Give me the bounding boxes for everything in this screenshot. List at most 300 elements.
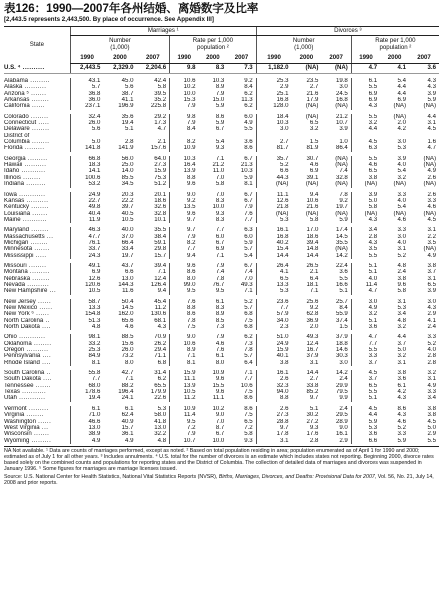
table-cell: 43.7 [121,262,134,269]
table-cell: 15.0 [212,97,225,104]
table-cell: 13.9 [170,383,199,389]
table-cell: 2.8 [427,359,436,366]
state-name: Pennsylvania .... [4,353,52,360]
table-cell: 6.9 [397,97,406,104]
table-cell: 14.6 [335,347,348,354]
table-cell: 6.2 [244,334,253,341]
table-cell: 11.6 [122,288,134,295]
table-cell: 4.9 [244,120,253,127]
table-cell: 20.1 [154,191,167,198]
table-cell: 9.3 [215,210,225,217]
table-cell: 32.4 [70,114,103,120]
table-cell: 70.9 [154,334,167,341]
table-cell: 62.4 [121,412,134,419]
table-cell: 76.1 [70,240,103,246]
table-cell: 5.7 [244,353,253,360]
table-cell: 7.1 [157,269,167,276]
table-cell: 37.9 [335,334,348,341]
source-suffix: , Vol. 56, No. 21, July 14, 2008 and prior reports. [4,474,434,487]
state-name: Kansas .......... [4,197,49,204]
table-cell: 13.5 [170,204,199,210]
table-cell: 6.2 [157,376,167,383]
year-header: 1990 [170,54,199,64]
table-cell: 6.9 [351,91,380,97]
table-cell: 4.8 [157,437,167,444]
table-cell: 4.8 [70,324,103,330]
table-cell: 39.4 [154,262,167,269]
state-name: South Carolina .. [4,370,51,377]
table-cell: 7.8 [215,275,225,282]
table-cell: 3.6 [351,324,380,330]
table-cell: 14.4 [306,370,319,377]
table-cell: 5.8 [309,216,319,223]
year-header: 2007 [409,54,439,64]
table-cell: 3.0 [339,359,348,366]
table-cell: 4.4 [397,90,406,97]
table-body [4,64,439,444]
marriages-header: Marriages ¹ [70,27,256,36]
table-cell: 51.3 [70,318,103,324]
table-cell: 9.0 [170,334,199,340]
table-cell: 6.6 [125,269,134,276]
state-name: Vermont ......... [4,405,49,412]
table-cell: 39.1 [306,174,319,181]
table-cell: 2.6 [427,191,436,198]
table-cell: 32.8 [335,174,348,181]
table-cell: 9.2 [170,198,199,204]
table-cell: 6.7 [244,197,253,204]
table-cell: 7.0 [215,418,225,425]
dot-leader: .... [40,376,52,383]
state-name: Indiana ......... [4,181,46,188]
table-cell: 26.5 [306,262,319,269]
state-name: Arizona ⁵ ....... [4,90,47,97]
table-cell: 15.9 [154,168,167,175]
table-cell: 3.7 [351,360,380,366]
table-cell: 59.1 [154,239,167,246]
table-cell: 4.3 [427,305,436,311]
table-cell: 7.0 [244,275,253,282]
table-cell: 49.1 [70,263,103,269]
table-cell: 5.5 [427,437,436,444]
table-cell: 5.8 [215,181,225,188]
table-cell: 4.7 [351,64,380,74]
table-cell: 33.8 [306,382,319,389]
table-cell: 5.5 [351,156,380,162]
dot-leader: ....... [28,90,47,97]
table-cell: 2.1 [309,269,319,276]
table-cell: 1.0 [339,139,348,146]
table-cell: 1,182.0 [256,64,291,74]
table-cell: (NA) [423,162,436,169]
dot-leader: ......... [24,181,46,188]
dot-leader: ...... [33,311,50,318]
table-cell: (NA) [291,64,321,74]
footnote-text: NA Not available. ¹ Data are counts of marriages performed, except as noted. ² Based on total population residing in area; population enumerated as of April 1 for 1990 and 2000; estimated as of July 1 for all other years. ³ Includes annulments. ⁴ U.S. total for the number of divorces is an estimate which includes states not reporting. Beginning 2000, divorce rates based solely on the combined counts and populations for reporting states and the District of Columbia. The collection of detailed data of marriages and divorces was suspended in January 1996. ⁵ Some figures for marriages are marriage licenses issued. [4,447,434,473]
table-cell: 8.0 [125,359,134,366]
table-cell: 3.7 [397,340,406,347]
table-cell: 35.6 [121,113,134,120]
table-cell: 8.3 [215,216,225,223]
table-cell: 65.6 [121,317,134,324]
dot-leader: ....... [31,431,50,438]
table-cell: 7.4 [244,269,253,276]
state-name: Wyoming ......... [4,437,52,444]
table-cell: 3.1 [309,359,319,366]
table-cell: 6.9 [309,168,319,175]
state-name: Illinois ........ [4,174,41,181]
dot-leader: ........ [29,126,50,133]
table-cell: 53.2 [70,181,103,187]
state-name: U.S. ⁴ .......... [4,64,70,74]
table-cell: 6.1 [397,382,406,389]
table-cell: 18.4 [256,114,291,120]
table-cell: 13.0 [154,424,167,431]
table-cell: 11.1 [170,376,199,382]
table-cell: 16.1 [335,431,348,438]
table-cell: 3.2 [351,311,380,317]
table-cell: 16.8 [256,234,291,240]
table-cell: 35.7 [256,156,291,162]
table-cell: 7.7 [244,376,253,383]
table-cell: 5.2 [397,424,406,431]
state-name: Iowa ............ [4,191,46,198]
table-cell: 9.7 [309,395,319,402]
table-cell: 7.7 [70,376,103,382]
table-cell: 3.6 [339,269,348,276]
dot-leader: ......... [25,155,48,162]
table-cell: 10.3 [256,120,291,126]
table-cell: 17.3 [154,120,167,127]
table-cell: 5.2 [397,252,406,259]
table-cell: 2.1 [157,139,167,146]
table-cell: 40.0 [121,227,134,234]
table-cell: 32.2 [154,431,167,438]
table-cell: 3.2 [309,126,319,133]
dot-leader: ........ [29,227,49,234]
table-cell: 4.9 [351,305,380,311]
table-cell: 22.6 [154,395,167,402]
table-cell: (NA) [335,210,348,217]
table-cell: 8.1 [170,360,199,366]
table-cell: 6.5 [351,383,380,389]
table-cell: 8.0 [170,276,199,282]
table-cell: 10.6 [170,341,199,347]
table-cell: 8.4 [244,84,253,91]
state-name: North Dakota .... [4,324,51,331]
table-cell: 2.7 [309,84,319,91]
table-cell: 39.4 [306,239,319,246]
table-cell: 29.5 [335,412,348,419]
table-cell: 66.4 [121,239,134,246]
table-cell: 7.0 [215,174,225,181]
dot-leader: ...... [37,305,53,311]
table-cell: 11.2 [170,395,199,401]
table-cell: 5.3 [256,217,291,223]
table-cell: 5.6 [70,126,103,132]
table-cell: 9.3 [215,145,225,152]
table-cell: 7.9 [215,90,225,97]
table-cell: 6.5 [427,281,436,288]
table-cell: 10.0 [170,91,199,97]
table-cell: 5.5 [351,347,380,353]
table-cell: 3.0 [339,84,348,91]
table-cell: 4.3 [397,412,406,419]
table-cell: 17.9 [306,97,319,104]
table-cell: 5.5 [351,253,380,259]
table-cell: 4.4 [351,412,380,418]
table-cell: 98.1 [70,334,103,340]
table-cell: 30.2 [306,412,319,419]
table-cell: 19.7 [335,204,348,211]
table-cell: 3.3 [427,389,436,396]
table-cell: 17.0 [306,227,319,234]
state-name: Hawaii .......... [4,162,47,169]
table-cell: 5.8 [157,84,167,91]
table-cell: 9.8 [170,114,199,120]
table-cell: (NA) [305,210,319,217]
table-cell: 3.1 [427,120,436,127]
table-cell: 76.7 [212,281,225,288]
table-cell: 9.9 [339,395,348,402]
table-cell: 15.5 [212,382,225,389]
table-cell: 5.9 [215,120,225,127]
table-cell: 7.1 [125,376,134,383]
table-cell: 2.2 [427,233,436,240]
table-cell: 7.7 [215,227,225,234]
table-cell: 8.1 [244,181,253,188]
table-cell: 3.9 [427,288,436,295]
state-name: South Dakota .... [4,376,52,383]
table-cell: 3.2 [351,120,380,126]
table-cell: 4.4 [397,84,406,91]
table-cell: 3.1 [397,359,406,366]
table-cell: 154.8 [70,311,103,317]
table-cell: 24.5 [335,90,348,97]
table-cell: 5.9 [351,419,380,425]
state-name: Idaho ........... [4,168,46,175]
table-cell: 3.8 [397,275,406,282]
table-cell: 9.5 [170,288,199,294]
table-cell: 120.6 [70,282,103,288]
table-cell: 5.1 [351,395,380,401]
table-cell: 6.6 [351,438,380,444]
table-cell: (NA) [423,246,436,253]
dot-leader: ........... [19,168,46,175]
table-cell: 2.0 [309,324,319,331]
table-cell: 7.1 [244,288,253,295]
table-cell: 5.3 [397,145,406,152]
table-cell: 2.8 [309,437,319,444]
table-cell: 34.0 [256,318,291,324]
table-cell: 2.8 [427,353,436,360]
table-cell: 16.4 [170,162,199,168]
table-cell: (NA) [393,103,406,110]
table-cell: 8.7 [215,424,225,431]
table-cell: 4.0 [397,197,406,204]
dot-leader: ........... [19,389,47,396]
table-cell: 6.7 [244,262,253,269]
table-cell: 4.9 [427,168,436,175]
table-cell: 6.6 [256,168,291,174]
table-row [4,438,439,444]
state-name: Oregon .......... [4,347,49,354]
table-cell: 5.9 [215,103,225,110]
state-name: Tennessee ....... [4,382,52,389]
table-cell: 3.0 [351,299,380,305]
table-cell: 9.7 [170,217,199,223]
table-cell: 12.4 [154,275,167,282]
table-cell: 30.7 [306,155,319,162]
table-cell: 44.3 [256,175,291,181]
table-cell: 13.0 [70,425,103,431]
table-cell: 16.6 [335,281,348,288]
state-name: Utah ............ [4,395,46,402]
table-cell: 4.6 [125,324,134,331]
table-cell: 6.5 [351,168,380,174]
table-cell: 38.9 [70,431,103,437]
table-cell: 39.5 [154,90,167,97]
table-cell: 178.6 [70,389,103,395]
table-cell: (NA) [256,181,291,187]
dot-leader: ............ [16,191,46,198]
table-cell: 5.3 [397,305,406,311]
table-cell: 5.1 [125,126,134,133]
table-cell: 56.0 [121,155,134,162]
table-cell: (NA) [393,181,406,188]
year-header: 2000 [291,54,321,64]
table-cell: 26.0 [121,347,134,354]
table-cell: 25.7 [335,298,348,305]
table-cell: 4.6 [397,418,406,425]
table-cell: 75.3 [154,174,167,181]
table-cell: 5.9 [244,239,253,246]
table-cell: 7.1 [170,353,199,359]
table-cell: 10.9 [170,145,199,151]
dot-leader: .. [43,317,50,324]
source-note [4,474,439,486]
table-cell: 6.7 [215,239,225,246]
divorces-header: Divorces ³ [256,27,439,36]
table-cell: 58.7 [70,299,103,305]
table-cell: 5.1 [309,405,319,412]
table-cell: 4.6 [215,340,225,347]
table-cell: 7.9 [170,103,199,109]
table-cell: 3.8 [427,412,436,419]
table-cell: 5.4 [397,168,406,175]
table-cell: 27.3 [256,412,291,418]
table-cell: 8.6 [244,145,253,152]
table-cell: 141.9 [118,145,134,152]
table-cell: 14.4 [306,252,319,259]
dot-leader: ......... [27,269,50,276]
table-cell: 29.9 [335,382,348,389]
table-cell: 5.5 [351,114,380,120]
table-cell: 6.1 [351,78,380,84]
table-title: 表126：1990—2007年各州结婚、离婚数字及比率 [4,3,259,15]
dot-leader: ........... [20,216,47,223]
table-cell: 5.3 [351,425,380,431]
table-cell: 15.3 [170,97,199,103]
table-cell: 14.5 [335,233,348,240]
table-cell: 25.3 [70,347,103,353]
table-cell: 3.7 [351,376,380,382]
dot-leader: ..... [33,252,47,259]
dot-leader: .......... [22,84,47,91]
dot-leader: ..... [36,120,50,127]
table-cell: 8.1 [70,360,103,366]
table-cell: 6.7 [215,431,225,438]
table-cell: 8.6 [397,405,406,412]
table-cell: 21.6 [306,204,319,211]
table-cell: 3.1 [427,227,436,234]
table-cell: 10.3 [240,168,253,175]
year-header: 2007 [137,54,170,64]
table-cell: (NA) [335,246,348,253]
table-cell: 6.3 [351,145,380,151]
table-cell: 5.7 [244,305,253,311]
table-cell: 11.4 [351,282,380,288]
table-cell: 6.0 [244,113,253,120]
table-cell: 5.4 [244,252,253,259]
table-cell: 7.4 [339,168,348,175]
table-cell: 68.0 [70,383,103,389]
table-cell: 3.1 [397,246,406,253]
table-cell: 9.2 [339,197,348,204]
state-name: Oklahoma ........ [4,340,52,347]
table-cell: 10.7 [335,120,348,127]
table-cell: 13.0 [121,275,134,282]
table-cell: 7.7 [351,341,380,347]
table-cell: 49.3 [306,334,319,341]
table-cell: (NA) [335,162,348,169]
table-cell: 3.8 [351,175,380,181]
table-cell: 45.0 [121,78,134,84]
dot-leader: .......... [24,347,49,354]
dot-leader: ... [44,233,54,240]
source-title: Births, Marriages, Divorces, and Deaths: Provisional Data for 2007 [218,474,375,481]
dot-leader: ......... [29,437,52,444]
table-cell: 6.9 [215,246,225,253]
table-cell: 20.3 [121,191,134,198]
dot-leader: ........ [26,262,47,269]
table-cell: 5.1 [339,288,348,295]
dot-leader: ........ [28,239,49,246]
table-cell: 4.5 [351,370,380,376]
state-name: Arkansas ........ [4,97,50,104]
table-cell: 42.4 [154,78,167,84]
table-cell: 40.5 [121,210,134,217]
table-cell: 11.1 [256,192,291,198]
table-cell: 94.0 [256,389,291,395]
table-cell: 32.6 [154,204,167,211]
table-cell: 35.2 [154,97,167,104]
table-cell: 5.9 [244,174,253,181]
table-cell: 7.7 [170,246,199,252]
table-cell: 10.3 [212,78,225,84]
dot-leader: ......... [22,145,45,152]
table-cell: 5.2 [244,298,253,305]
table-cell: 10.2 [170,84,199,90]
table-cell: 4.7 [351,334,380,340]
state-name: Nevada .......... [4,281,50,288]
table-cell: 4.4 [427,113,436,120]
table-cell: 25.6 [306,298,319,305]
table-cell: 39.7 [121,204,134,211]
year-header: 2007 [227,54,256,64]
dot-leader: ...... [35,298,52,305]
table-cell: 3.4 [427,395,436,402]
